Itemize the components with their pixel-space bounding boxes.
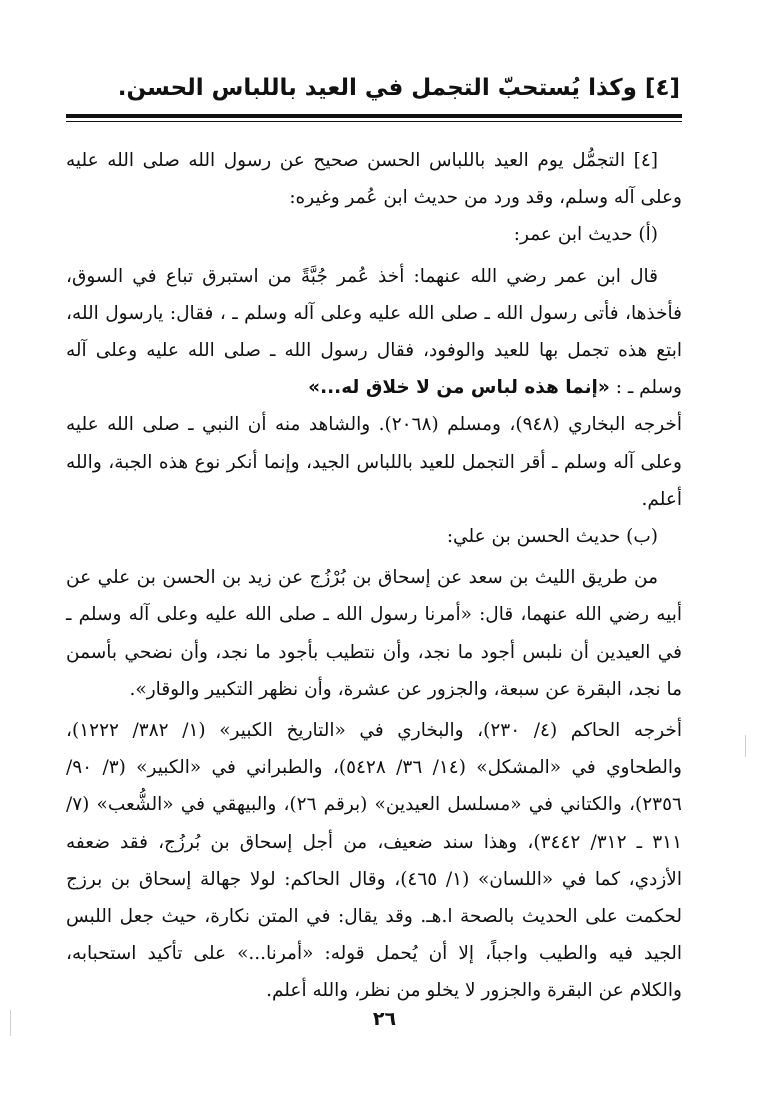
heading-rule-thick — [66, 114, 682, 118]
body-text — [66, 142, 682, 1010]
paragraph-hasan-narration: من طريق الليث بن سعد عن إسحاق بن بُرْزُج عن زيد بن الحسن بن علي عن أبيه رضي الله عنهما، قال: «أمرنا رسول الله ـ صلى الله عليه وعلى آله وسلم ـ في العيدين أن نلبس أجود ما نجد، وأن نتطيب بأجود ما نجد، وأن نضحي بأسمن ما نجد، البقرة عن سبعة، والجزور عن عشرة، وأن نظهر التكبير والوقار». — [66, 567, 682, 700]
paragraph-takhrij-bukhari-muslim: أخرجه البخاري (٩٤٨)، ومسلم (٢٠٦٨). والشاهد منه أن النبي ـ صلى الله عليه وعلى آله وسلم ـ أقر التجمل للعيد باللباس الجيد، وإنما أنكر نوع هذه الجبة، والله أعلم. — [66, 414, 683, 510]
subheading-hasan-ibn-ali: (ب) حديث الحسن بن علي: — [446, 526, 658, 548]
scan-mark-right — [745, 735, 746, 757]
scan-mark-left — [10, 1010, 11, 1036]
heading-rule-thin — [66, 121, 682, 122]
subheading-ibn-umar: (أ) حديث ابن عمر: — [513, 224, 658, 246]
paragraph-takhrij-hakim: أخرجه الحاكم (٤/ ٢٣٠)، والبخاري في «التاريخ الكبير» (١/ ٣٨٢/ ١٢٢٢)، والطحاوي في «المشكل» (١٤/ ٣٦/ ٥٤٢٨)، والطبراني في «الكبير» (٣/ ٩٠/ ٢٣٥٦)، والكتاني في «مسلسل العيدين» (برقم ٢٦)، والبيهقي في «الشُّعب» (٧/ ٣١١ ـ ٣١٢/ ٣٤٤٢)، وهذا سند ضعيف، من أجل إسحاق بن بُرزُج، فقد ضعفه الأزدي، كما في «اللسان» (١/ ٤٦٥)، وقال الحاكم: لولا جهالة إسحاق بن برزج لحكمت على الحديث بالصحة ا.هـ. وقد يقال: في المتن نكارة، حيث جعل اللبس الجيد فيه والطيب واجباً، إلا أن يُحمل قوله: «أمرنا...» على تأكيد استحبابه، والكلام عن البقرة والجزور لا يخلو من نظر، والله أعلم. — [66, 720, 683, 1002]
paragraph-intro: [٤] التجمُّل يوم العيد باللباس الحسن صحيح عن رسول الله صلى الله عليه وعلى آله وسلم، وقد ورد من حديث ابن عُمر وغيره: — [66, 150, 682, 209]
page-content — [66, 68, 682, 1048]
paragraph-ibn-umar-narration — [66, 258, 682, 407]
page-number: ٢٦ — [372, 1008, 397, 1030]
narration-text: قال ابن عمر رضي الله عنهما: أخذ عُمر جُبَّةً من استبرق تباع في السوق، فأخذها، فأتى رسول الله ـ صلى الله عليه وعلى آله وسلم ـ ، فقال: يارسول الله، ابتع هذه تجمل بها للعيد والوفود، فقال رسول الله ـ صلى الله عليه وعلى آله وسلم ـ : — [66, 265, 682, 399]
narration-quote-bold: «إنما هذه لباس من لا خلاق له...» — [308, 377, 610, 399]
section-heading: [٤] وكذا يُستحبّ التجمل في العيد باللباس الحسن. — [117, 75, 680, 101]
